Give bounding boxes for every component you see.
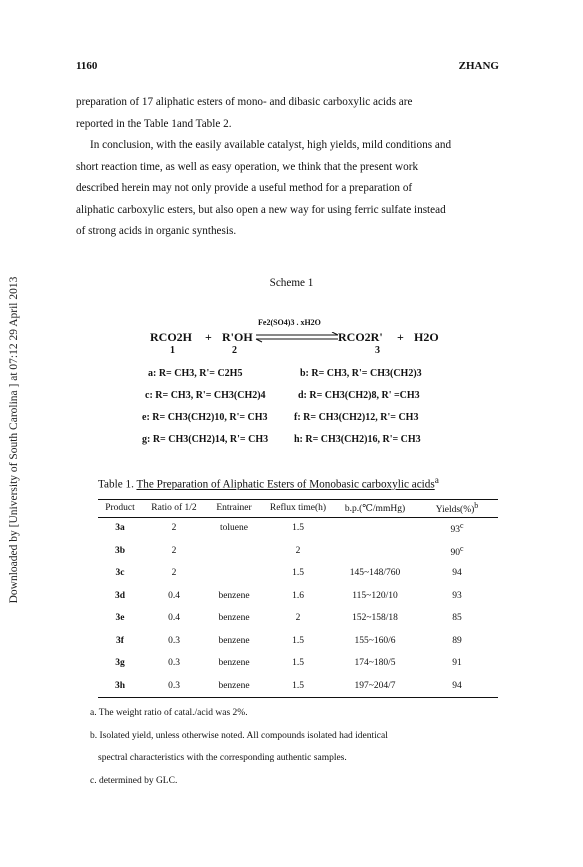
- table-row: [98, 585, 498, 608]
- entrainer-cell: benzene: [218, 635, 250, 646]
- footnote-mark: b: [474, 500, 479, 510]
- r-group-f: f: R= CH3(CH2)12, R'= CH3: [294, 412, 419, 423]
- product-cell: 3g: [115, 658, 125, 669]
- footnote-b-continued: spectral characteristics with the corresponding authentic samples.: [98, 753, 347, 763]
- table-label: Table 1.: [98, 478, 137, 491]
- r-group-a: a: R= CH3, R'= C2H5: [148, 368, 243, 379]
- reflux-time-cell: 1.5: [292, 680, 304, 691]
- r-group-g: g: R= CH3(CH2)14, R'= CH3: [142, 434, 269, 445]
- yield-cell: [416, 540, 498, 563]
- yield-value: 89: [452, 635, 462, 646]
- r-group-c: c: R= CH3, R'= CH3(CH2)4: [145, 390, 266, 401]
- entrainer-cell: benzene: [218, 658, 250, 669]
- footnote-b: b. Isolated yield, unless otherwise noted. All compounds isolated had identical: [90, 731, 388, 741]
- product-ester: RCO2R': [338, 330, 383, 344]
- reflux-time-cell: 1.5: [292, 523, 304, 534]
- yield-cell: [416, 607, 498, 630]
- product-cell: 3e: [115, 613, 125, 624]
- yield-value: 91: [452, 658, 462, 669]
- reflux-time-cell: 2: [295, 545, 301, 556]
- footnote-mark: c: [459, 521, 464, 531]
- table-caption-footnote-mark: a: [434, 476, 439, 486]
- table-row: [98, 630, 498, 653]
- download-notice: Downloaded by [University of South Carolina ] at 07:12 29 April 2013: [8, 276, 20, 604]
- product-cell: 3c: [115, 568, 125, 579]
- table-title: [98, 476, 439, 491]
- footnote-mark: c: [459, 543, 464, 553]
- reflux-time-cell: 1.5: [292, 635, 304, 646]
- column-header: Product: [105, 503, 135, 513]
- yield-value: 90: [450, 547, 460, 558]
- product-cell: 3f: [116, 635, 124, 646]
- entrainer-cell: toluene: [220, 523, 248, 534]
- entrainer-cell: [206, 540, 262, 563]
- ratio-cell: 2: [171, 545, 177, 556]
- ratio-cell: 0.3: [168, 658, 180, 669]
- table-caption: The Preparation of Aliphatic Esters of Monobasic carboxylic acids: [136, 478, 435, 491]
- compound-number-2: 2: [232, 345, 237, 356]
- yield-value: 94: [452, 680, 462, 691]
- boiling-point-cell: [334, 517, 416, 540]
- table-row: [98, 652, 498, 675]
- plus-sign: +: [205, 330, 212, 344]
- yield-value: 93: [452, 590, 462, 601]
- yield-value: 94: [452, 568, 462, 579]
- yield-cell: [416, 652, 498, 675]
- table-row: [98, 675, 498, 698]
- reactant-acid: RCO2H: [150, 330, 192, 344]
- product-cell: 3a: [115, 523, 125, 534]
- table-header-row: [98, 499, 498, 517]
- ratio-cell: 0.3: [168, 635, 180, 646]
- product-cell: 3h: [114, 680, 126, 691]
- boiling-point-cell: 155~160/6: [354, 635, 396, 646]
- boiling-point-cell: 115~120/10: [352, 590, 398, 601]
- footnote-a: a. The weight ratio of catal./acid was 2%.: [90, 708, 248, 718]
- text-line: In conclusion, with the easily available catalyst, high yields, mild conditions and: [90, 139, 452, 151]
- reaction-equation: [150, 318, 510, 352]
- r-group-h: h: R= CH3(CH2)16, R'= CH3: [294, 434, 421, 445]
- text-line: reported in the Table 1and Table 2.: [76, 117, 232, 130]
- r-group-e: e: R= CH3(CH2)10, R'= CH3: [142, 412, 268, 423]
- column-header-text: Yields(%): [435, 505, 475, 516]
- compound-number-3: 3: [375, 345, 380, 356]
- reflux-time-cell: 1.5: [292, 568, 304, 579]
- column-header: b.p.(℃/mmHg): [344, 503, 406, 514]
- reflux-time-cell: 2: [295, 613, 301, 624]
- r-group-d: d: R= CH3(CH2)8, R' =CH3: [298, 390, 420, 401]
- scheme-title: Scheme 1: [269, 277, 314, 289]
- yield-cell: [416, 562, 498, 585]
- table-row: [98, 540, 498, 563]
- text-line: aliphatic carboxylic esters, but also open a new way for using ferric sulfate instead: [76, 203, 446, 216]
- ratio-cell: 0.4: [168, 613, 180, 624]
- yield-cell: [416, 517, 498, 540]
- reactant-alcohol: R'OH: [222, 330, 253, 344]
- text-line: described herein may not only provide a useful method for a preparation of: [76, 182, 413, 194]
- product-cell: 3d: [114, 590, 126, 601]
- catalyst-label: Fe2(SO4)3 . xH2O: [258, 318, 321, 327]
- ratio-cell: 2: [171, 523, 177, 534]
- yield-value: 93: [450, 525, 460, 536]
- entrainer-cell: benzene: [218, 590, 250, 601]
- boiling-point-cell: 174~180/5: [354, 658, 396, 669]
- entrainer-cell: [206, 562, 262, 585]
- text-line: preparation of 17 aliphatic esters of mono- and dibasic carboxylic acids are: [76, 96, 413, 108]
- boiling-point-cell: 145~148/760: [349, 568, 401, 579]
- yield-value: 85: [452, 613, 462, 624]
- yield-cell: [416, 675, 498, 698]
- text-line: of strong acids in organic synthesis.: [76, 225, 237, 237]
- equilibrium-arrow: [254, 332, 340, 344]
- text-line: short reaction time, as well as easy operation, we think that the present work: [76, 160, 419, 173]
- ratio-cell: 2: [171, 568, 177, 579]
- boiling-point-cell: 152~158/18: [352, 613, 398, 624]
- reflux-time-cell: 1.6: [292, 590, 304, 601]
- entrainer-cell: benzene: [218, 613, 250, 624]
- compound-number-1: 1: [170, 345, 175, 356]
- boiling-point-cell: 197~204/7: [354, 680, 396, 691]
- table-row: [98, 517, 498, 540]
- plus-sign: +: [397, 330, 404, 344]
- table-row: [98, 562, 498, 585]
- table-row: [98, 607, 498, 630]
- yield-cell: [416, 585, 498, 608]
- column-header: [416, 499, 498, 517]
- running-title: ZHANG: [458, 60, 499, 72]
- esters-table: [98, 499, 498, 697]
- byproduct-water: H2O: [414, 330, 439, 344]
- column-header: Entrainer: [216, 503, 252, 513]
- yield-cell: [416, 630, 498, 653]
- ratio-cell: 0.4: [168, 590, 180, 601]
- footnote-c: c. determined by GLC.: [90, 776, 178, 786]
- download-sidebar: [6, 240, 22, 640]
- paragraph-intro: [76, 92, 500, 135]
- entrainer-cell: benzene: [218, 680, 250, 691]
- ratio-cell: 0.3: [168, 680, 180, 691]
- table-bottom-rule: [98, 697, 498, 698]
- boiling-point-cell: [334, 540, 416, 563]
- reflux-time-cell: 1.5: [292, 658, 304, 669]
- r-group-b: b: R= CH3, R'= CH3(CH2)3: [300, 368, 422, 379]
- paragraph-conclusion: [76, 135, 500, 243]
- product-cell: 3b: [114, 545, 126, 556]
- page-number: 1160: [76, 60, 98, 72]
- column-header: Ratio of 1/2: [151, 503, 197, 513]
- column-header: Reflux time(h): [269, 503, 327, 513]
